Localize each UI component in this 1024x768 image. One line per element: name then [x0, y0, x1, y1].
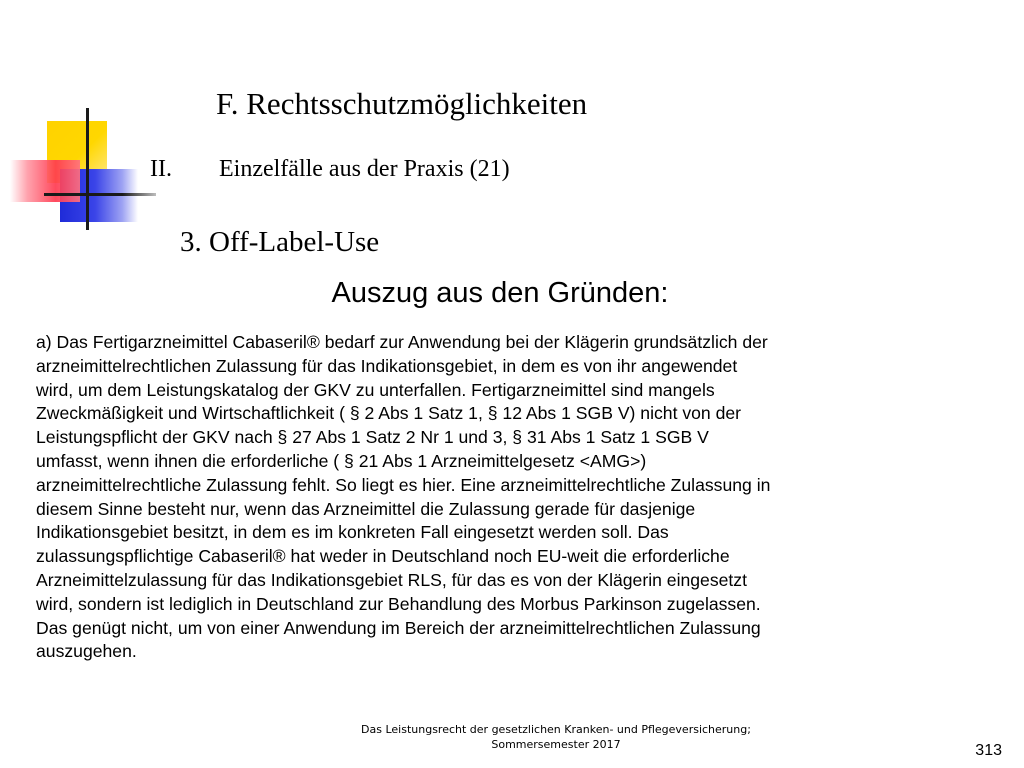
- footer-line-1: Das Leistungsrecht der gesetzlichen Kranken- und Pflegeversicherung;: [361, 723, 751, 736]
- body-paragraph: a) Das Fertigarzneimittel Cabaseril® bedarf zur Anwendung bei der Klägerin grundsätzlich der arzneimittelrechtlichen Zulassung für das Indikationsgebiet, in dem es von ihr angewendet wird, um dem Leistungskatalog der GKV zu unterfallen. Fertigarzneimittel sind mangels Zweckmäßigkeit und Wirtschaftlichkeit ( § 2 Abs 1 Satz 1, § 12 Abs 1 SGB V) nicht von der Leistungspflicht der GKV nach § 27 Abs 1 Satz 2 Nr 1 und 3, § 31 Abs 1 Satz 1 SGB V umfasst, wenn ihnen die erforderliche ( § 21 Abs 1 Arzneimittelgesetz <AMG>) arzneimittelrechtliche Zulassung fehlt. So liegt es hier. Eine arzneimittelrechtliche Zulassung in diesem Sinne besteht nur, wenn das Arzneimittel die Zulassung gerade für dasjenige Indikationsgebiet besitzt, in dem es im konkreten Fall eingesetzt werden soll. Das zulassungspflichtige Cabaseril® hat weder in Deutschland noch EU-weit die erforderliche Arzneimittelzulassung für das Indikationsgebiet RLS, für das es von der Klägerin eingesetzt wird, sondern ist lediglich in Deutschland zur Behandlung des Morbus Parkinson zugelassen. Das genügt nicht, um von einer Anwendung im Bereich der arzneimittelrechtlichen Zulassung auszugehen.: [36, 332, 771, 662]
- footer: [200, 722, 912, 752]
- decorative-logo: [0, 0, 160, 240]
- logo-vertical-line: [86, 108, 89, 230]
- subtitle-text: Einzelfälle aus der Praxis (21): [219, 156, 510, 182]
- page-number: 313: [975, 742, 1002, 759]
- slide-title: F. Rechtsschutzmöglichkeiten: [216, 86, 588, 121]
- section-title: 3. Off-Label-Use: [180, 226, 380, 258]
- subtitle-number: II.: [150, 156, 172, 182]
- footer-line-2: Sommersemester 2017: [491, 738, 621, 751]
- content-heading: Auszug aus den Gründen:: [331, 277, 669, 309]
- logo-horizontal-line: [44, 193, 156, 196]
